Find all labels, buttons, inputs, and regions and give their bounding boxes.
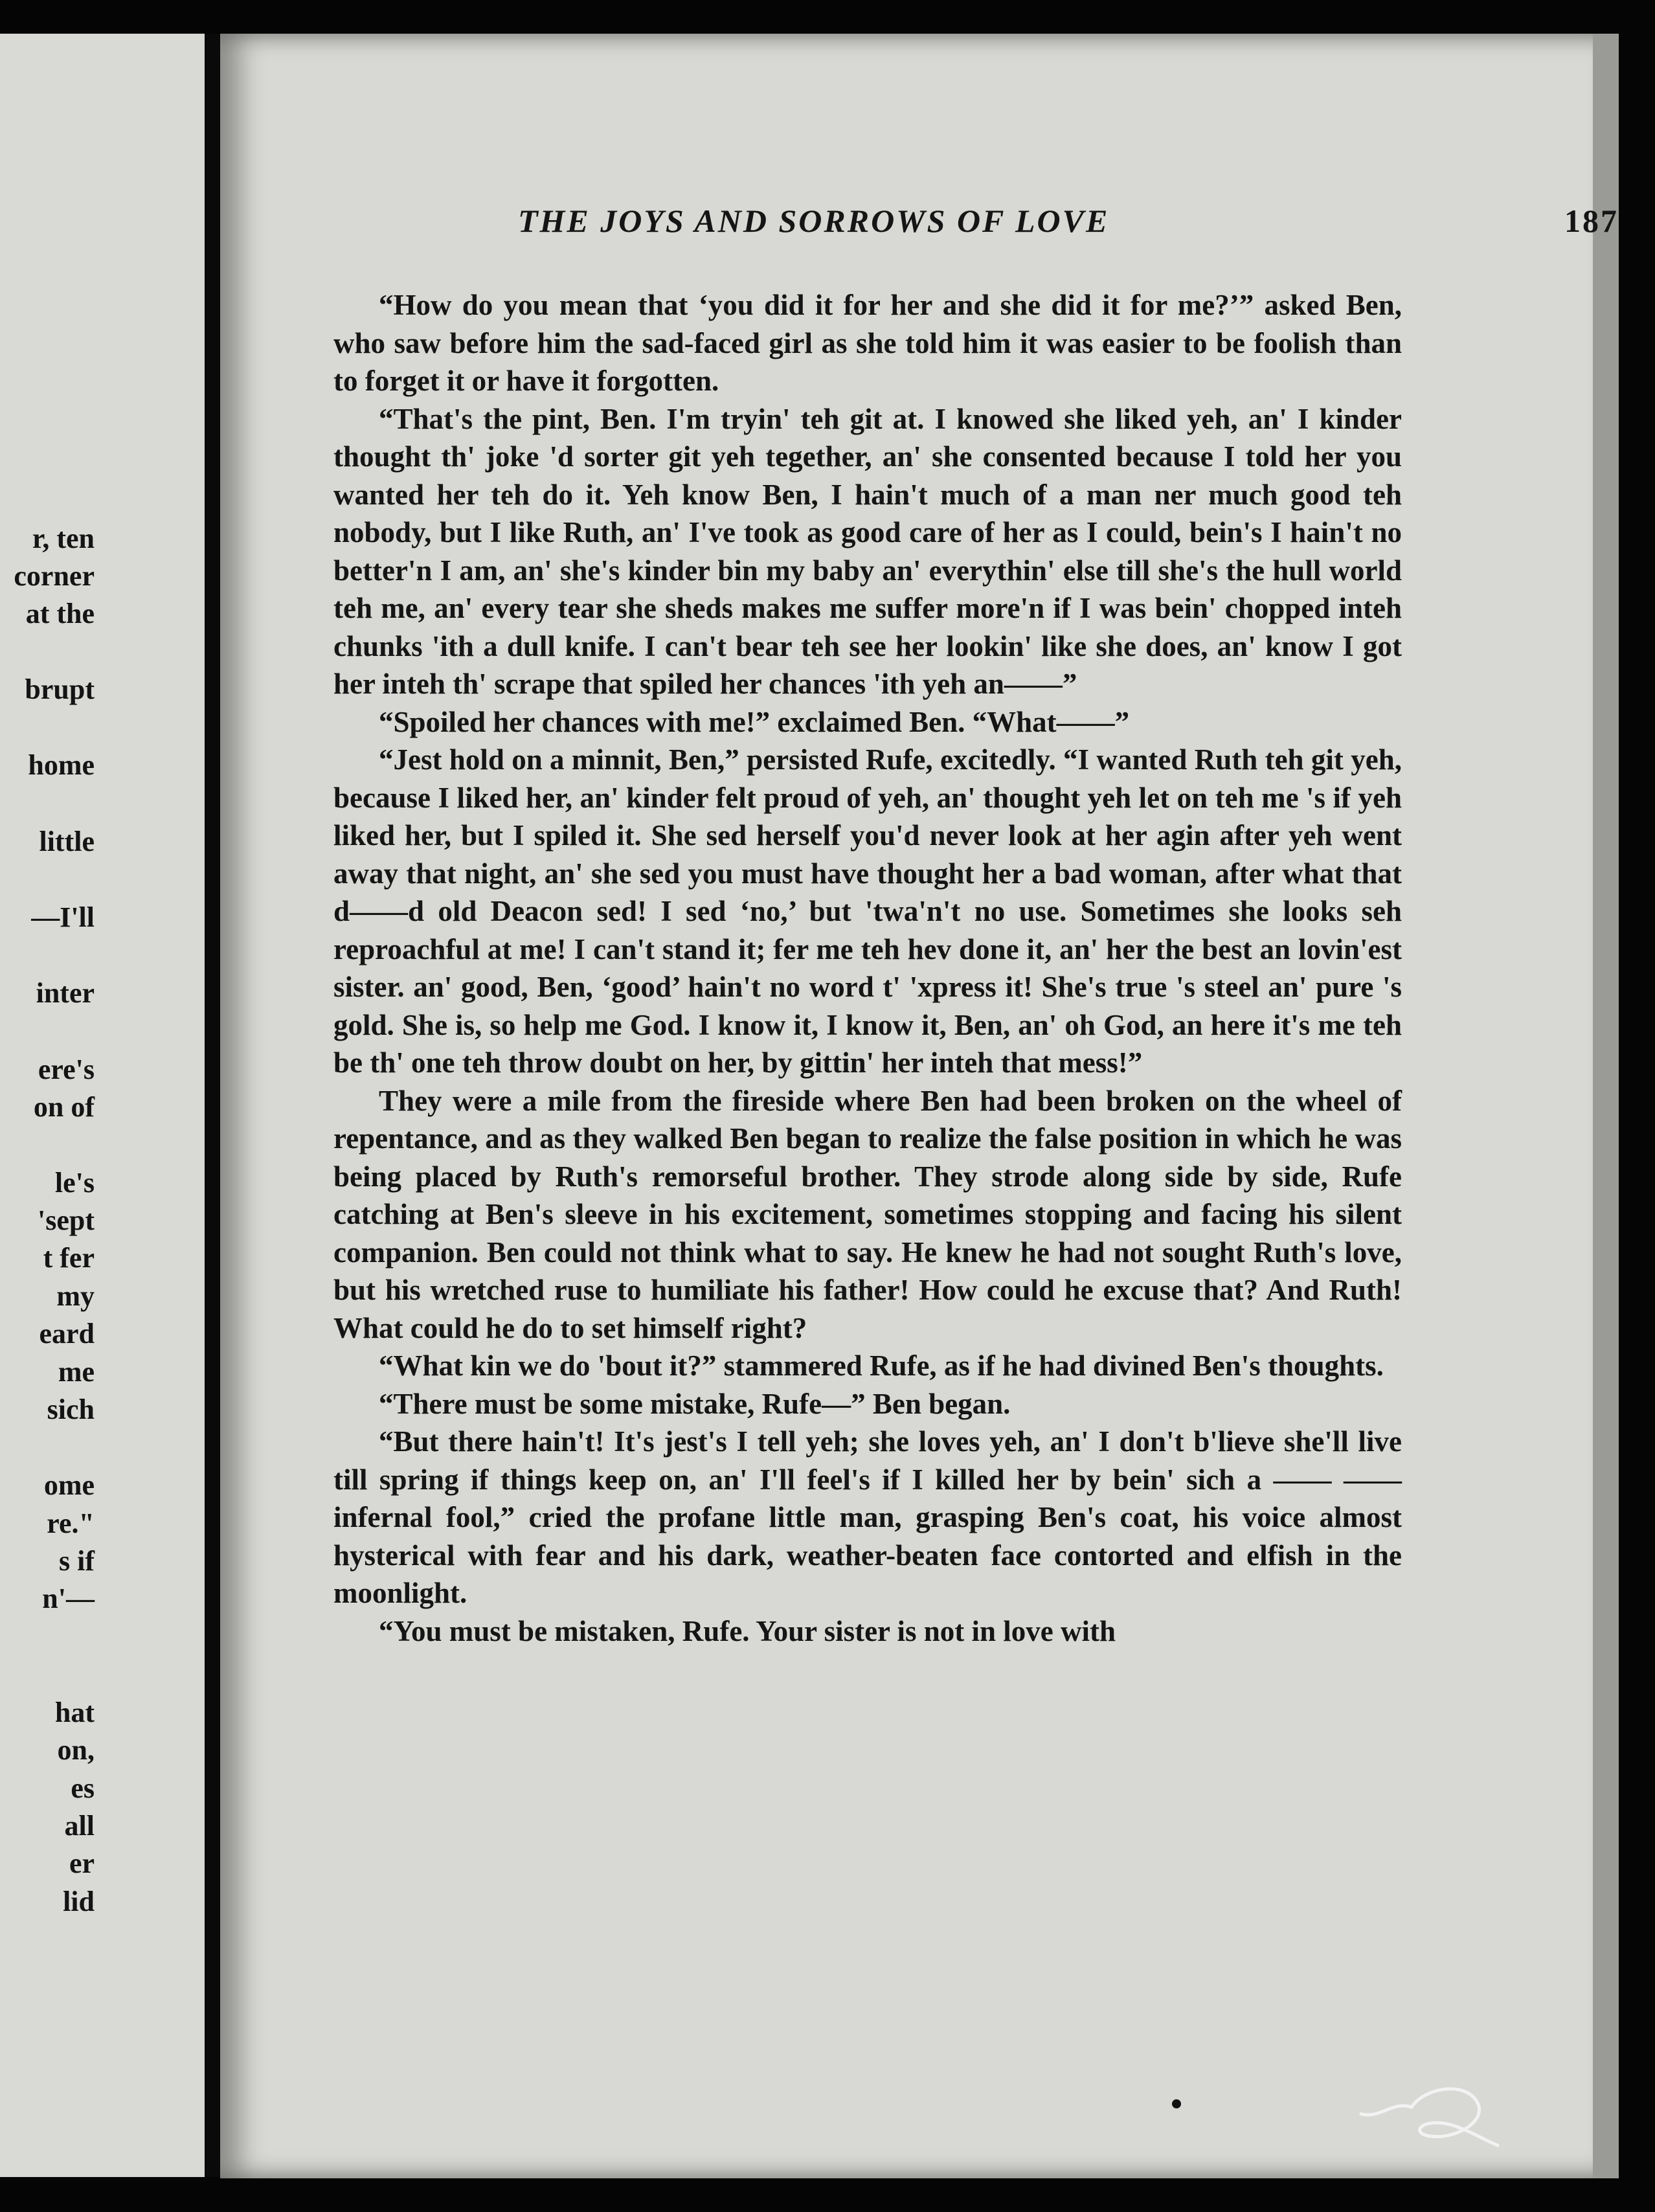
paragraph: “But there hain't! It's jest's I tell yeh; she loves yeh, an' I don't b'lieve she'll live till spring if things keep on, an' I'll feel's if I killed her by bein' sich a —— —— infernal fool,” cried the profane little man, grasping Ben's coat, his voice almost hysterical with fear and his dark, weather-beaten face contorted and elfish in the moonlight. <box>333 1425 1402 1609</box>
paragraph: “That's the pint, Ben. I'm tryin' teh git at. I knowed she liked yeh, an' I kinder thought th' joke 'd sorter git yeh tegether, an' she consented because I told her you wanted her teh do it. Yeh know Ben, I hain't much of a man ner much good teh nobody, but I like Ruth, an' I've took as good care of her as I could, bein's I hain't no better'n I am, an' she's kinder bin my baby an' everythin' else till she's the hull world teh me, an' every tear she sheds makes me suffer more'n if I was bein' chopped inteh chunks 'ith a dull knife. I can't bear teh see her lookin' like she does, an' know I got her inteh th' scrape that spiled her chances 'ith yeh an——” <box>333 402 1402 700</box>
pencil-scribble <box>1353 2075 1502 2152</box>
line-fragment: me <box>58 1356 95 1388</box>
previous-page-edge <box>0 34 208 2177</box>
line-fragment: ere's <box>38 1054 95 1085</box>
line-fragment: er <box>69 1847 95 1879</box>
line-fragment: re." <box>47 1507 95 1539</box>
line-fragment: brupt <box>25 673 95 705</box>
paragraph: “How do you mean that ‘you did it for her and she did it for me?’” asked Ben, who saw before him the sad-faced girl as she told him it was easier to be foolish than to forget it or have it forgotten. <box>333 289 1402 397</box>
previous-page-text-fragments <box>0 34 208 2177</box>
line-fragment: n'— <box>42 1583 95 1614</box>
paragraph: “Jest hold on a minnit, Ben,” persisted Rufe, excitedly. “I wanted Ruth teh git yeh, because I liked her, an' kinder felt proud of yeh, an' thought yeh let on teh me 's if yeh liked her, but I spiled it. She sed herself you'd never look at her agin after yeh went away that night, an' she sed you must have thought her a bad woman, after what that d——d old Deacon sed! I sed ‘no,’ but 'twa'n't no use. Sometimes she looks seh reproachful at me! I can't stand it; fer me teh hev done it, an' her the best an lovin'est sister. an' good, Ben, ‘good’ hain't no word t' 'xpress it! She's true 's steel an' pure 's gold. She is, so help me God. I know it, I know it, Ben, an' oh God, an here it's me teh be th' one teh throw doubt on her, by gittin' her inteh that mess!” <box>333 743 1402 1079</box>
running-head-title: THE JOYS AND SORROWS OF LOVE <box>518 203 1110 239</box>
line-fragment: le's <box>54 1167 95 1199</box>
line-fragment: all <box>64 1810 95 1842</box>
running-head <box>518 202 1619 247</box>
page-number: 187 <box>1564 203 1619 239</box>
line-fragment: s if <box>59 1545 95 1577</box>
line-fragment: hat <box>54 1697 95 1728</box>
line-fragment: ome <box>43 1469 95 1501</box>
line-fragment: es <box>71 1772 95 1804</box>
line-fragment: at the <box>25 598 95 629</box>
line-fragment: eard <box>39 1318 95 1349</box>
line-fragment: my <box>56 1280 95 1312</box>
line-fragment: inter <box>36 977 95 1009</box>
line-fragment: t fer <box>43 1242 95 1274</box>
line-fragment: 'sept <box>38 1204 95 1236</box>
paragraph: “What kin we do 'bout it?” stammered Rufe, as if he had divined Ben's thoughts. <box>379 1349 1384 1382</box>
body-text <box>333 286 1402 1650</box>
line-fragment: home <box>28 749 95 781</box>
paragraph: “You must be mistaken, Rufe. Your sister is not in love with <box>379 1614 1116 1647</box>
line-fragment: little <box>39 826 95 857</box>
page-edge-shadow <box>1593 34 1619 2178</box>
line-fragment: —I'll <box>31 901 95 933</box>
line-fragment: on of <box>33 1091 95 1123</box>
line-fragment: on, <box>57 1734 95 1766</box>
paragraph: “Spoiled her chances with me!” exclaimed Ben. “What——” <box>379 705 1130 738</box>
line-fragment: r, ten <box>32 523 95 554</box>
line-fragment: lid <box>63 1886 95 1917</box>
book-page <box>220 34 1619 2178</box>
ink-speck <box>1172 2099 1181 2108</box>
paragraph: “There must be some mistake, Rufe—” Ben began. <box>379 1387 1011 1420</box>
line-fragment: corner <box>14 560 95 592</box>
line-fragment: sich <box>47 1394 95 1425</box>
paragraph: They were a mile from the fireside where Ben had been broken on the wheel of repentance, and as they walked Ben began to realize the false position in which he was being placed by Ruth's remorseful brother. They strode along side by side, Rufe catching at Ben's sleeve in his excitement, sometimes stopping and facing his silent companion. Ben could not think what to say. He knew he had not sought Ruth's love, but his wretched ruse to humiliate his father! How could he excuse that? And Ruth! What could he do to set himself right? <box>333 1084 1402 1344</box>
